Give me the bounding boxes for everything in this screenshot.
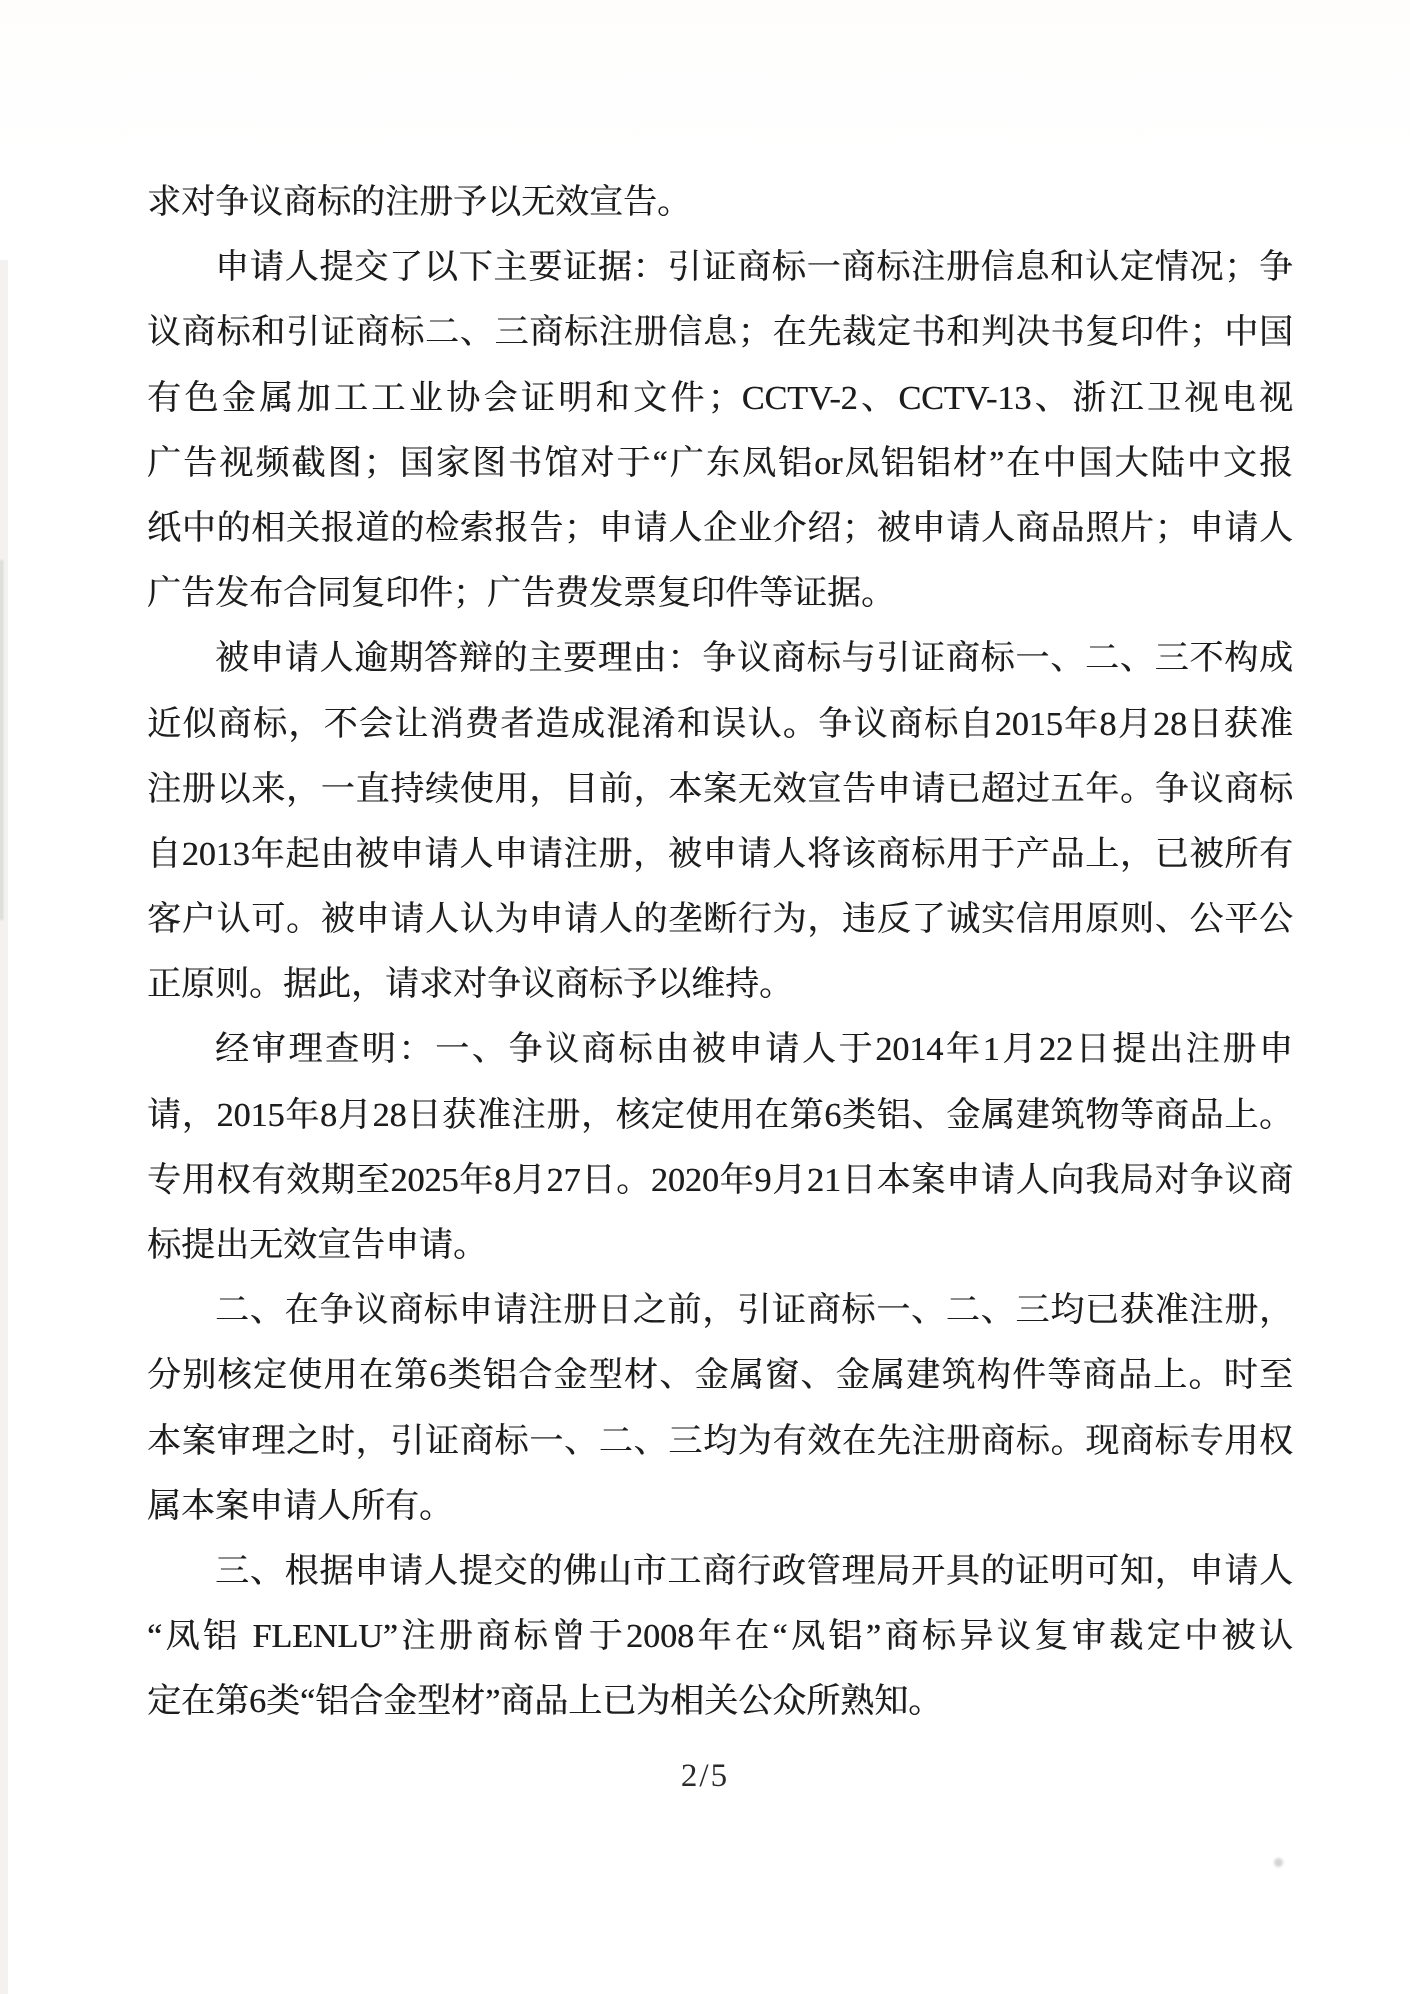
text-line: 申请人提交了以下主要证据：引证商标一商标注册信息和认定情况；争: [215, 249, 1293, 287]
text-line: 本案审理之时，引证商标一、二、三均为有效在先注册商标。现商标专用权: [147, 1422, 1293, 1460]
scan-speck-artifact: [1274, 1858, 1283, 1867]
text-line: 被申请人逾期答辩的主要理由：争议商标与引证商标一、二、三不构成: [215, 640, 1293, 678]
text-line: 请，2015年8月28日获准注册，核定使用在第6类铝、金属建筑物等商品上。: [147, 1096, 1293, 1134]
text-line: 有色金属加工工业协会证明和文件；CCTV-2、CCTV-13、浙江卫视电视: [147, 379, 1293, 417]
text-line: 广告视频截图；国家图书馆对于“广东凤铝or凤铝铝材”在中国大陆中文报: [147, 444, 1293, 482]
text-line: 二、在争议商标申请注册日之前，引证商标一、二、三均已获准注册，: [215, 1292, 1293, 1330]
text-line: 标提出无效宣告申请。: [147, 1227, 487, 1264]
text-line: 议商标和引证商标二、三商标注册信息；在先裁定书和判决书复印件；中国: [147, 314, 1293, 352]
text-line: 分别核定使用在第6类铝合金型材、金属窗、金属建筑构件等商品上。时至: [147, 1357, 1293, 1395]
scan-edge-line-artifact: [0, 560, 3, 920]
text-line: 广告发布合同复印件；广告费发票复印件等证据。: [147, 575, 895, 613]
text-line: “凤铝 FLENLU”注册商标曾于2008年在“凤铝”商标异议复审裁定中被认: [147, 1618, 1293, 1656]
text-line: 专用权有效期至2025年8月27日。2020年9月21日本案申请人向我局对争议商: [147, 1161, 1293, 1199]
text-line: 属本案申请人所有。: [147, 1487, 453, 1525]
page-number: 2/5: [680, 1758, 730, 1794]
text-line: 客户认可。被申请人认为申请人的垄断行为，违反了诚实信用原则、公平公: [147, 901, 1293, 939]
text-line: 纸中的相关报道的检索报告；申请人企业介绍；被申请人商品照片；申请人: [147, 509, 1293, 547]
text-line: 正原则。据此，请求对争议商标予以维持。: [147, 966, 793, 1004]
text-line: 自2013年起由被申请人申请注册，被申请人将该商标用于产品上，已被所有: [147, 835, 1293, 873]
text-line: 注册以来，一直持续使用，目前，本案无效宣告申请已超过五年。争议商标: [147, 770, 1293, 808]
text-line: 三、根据申请人提交的佛山市工商行政管理局开具的证明可知，申请人: [215, 1552, 1293, 1590]
text-line: 求对争议商标的注册予以无效宣告。: [147, 184, 691, 221]
text-line: 定在第6类“铝合金型材”商品上已为相关公众所熟知。: [147, 1683, 943, 1721]
text-line: 经审理查明：一、争议商标由被申请人于2014年1月22日提出注册申: [215, 1031, 1293, 1069]
document-body: [147, 170, 1293, 1735]
text-line: 近似商标，不会让消费者造成混淆和误认。争议商标自2015年8月28日获准: [147, 705, 1293, 743]
scan-edge-band-artifact: [0, 260, 8, 1994]
